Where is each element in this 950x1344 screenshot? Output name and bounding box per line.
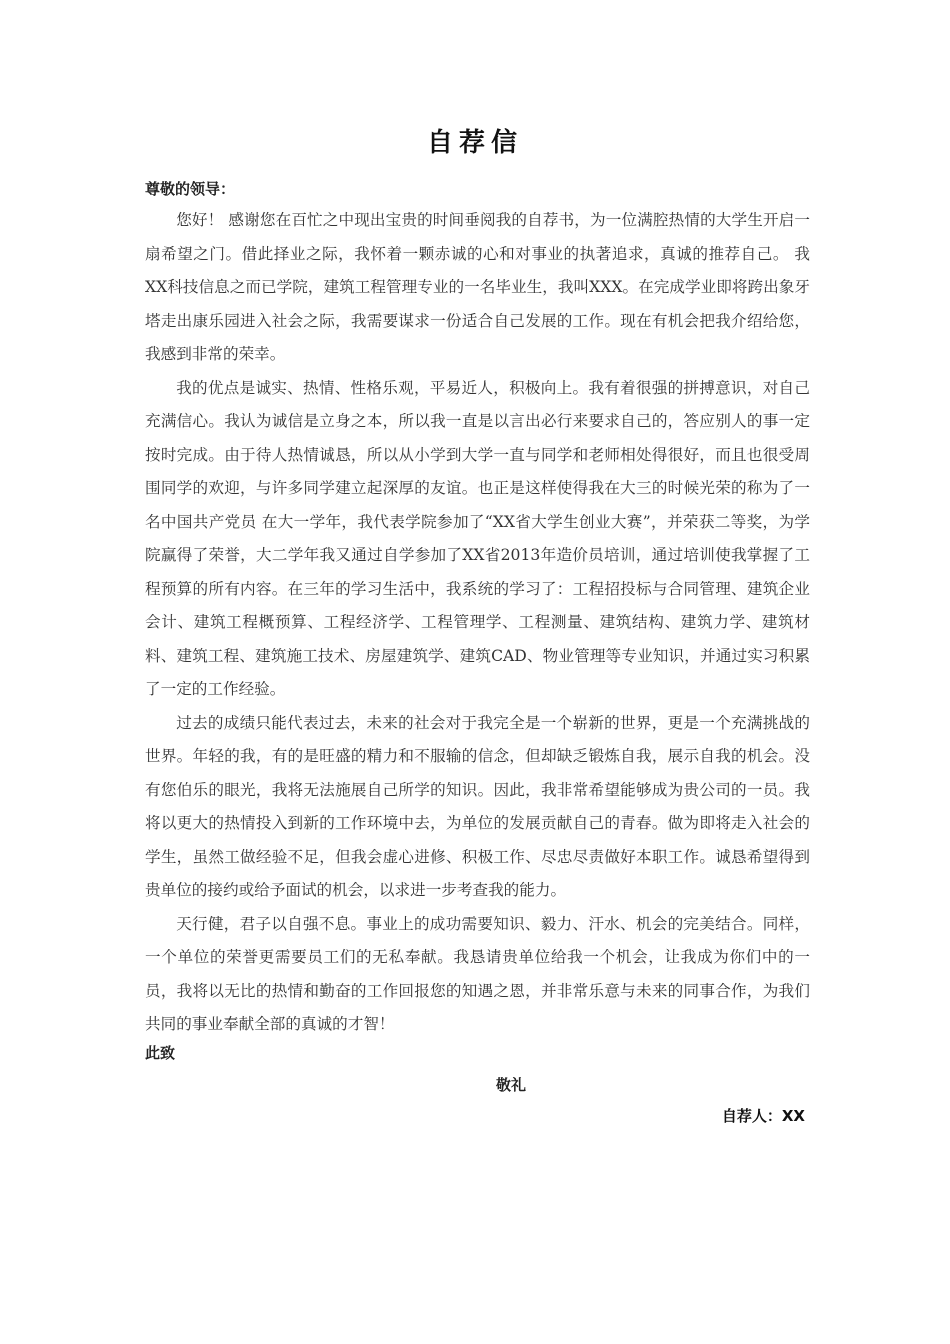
- paragraph-strengths: 我的优点是诚实、热情、性格乐观，平易近人，积极向上。我有着很强的拼搏意识，对自己充满信心。我认为诚信是立身之本，所以我一直是以言出必行来要求自己的，答应别人的事一定按时完成。由于待人热情诚恳，所以从小学到大学一直与同学和老师相处得很好，而且也很受周围同学的欢迎，与许多同学建立起深厚的友谊。也正是这样使得我在大三的时候光荣的称为了一名中国共产党员 在大一学年，我代表学院参加了“XX省大学生创业大赛”，并荣获二等奖，为学院赢得了荣誉，大二学年我又通过自学参加了XX省2013年造价员培训，通过培训使我掌握了工程预算的所有内容。在三年的学习生活中，我系统的学习了：工程招投标与合同管理、建筑企业会计、建筑工程概预算、工程经济学、工程管理学、工程测量、建筑结构、建筑力学、建筑材料、建筑工程、建筑施工技术、房屋建筑学、建筑CAD、物业管理等专业知识，并通过实习积累了一定的工作经验。: [145, 378, 810, 698]
- closing: 此致: [145, 1044, 176, 1062]
- letter-body: [145, 204, 810, 1042]
- page-title: 自荐信: [426, 128, 523, 158]
- signature: 自荐人：XX: [721, 1107, 805, 1125]
- paragraph-future: 过去的成绩只能代表过去，未来的社会对于我完全是一个崭新的世界，更是一个充满挑战的世界。年轻的我，有的是旺盛的精力和不服输的信念，但却缺乏锻炼自我，展示自我的机会。没有您伯乐的眼光，我将无法施展自己所学的知识。因此，我非常希望能够成为贵公司的一员。我将以更大的热情投入到新的工作环境中去，为单位的发展贡献自己的青春。做为即将走入社会的学生，虽然工做经验不足，但我会虚心进修、积极工作、尽忠尽责做好本职工作。诚恳希望得到贵单位的接约或给予面试的机会，以求进一步考查我的能力。: [145, 713, 810, 899]
- salutation: 尊敬的领导：: [145, 180, 236, 198]
- regards: 敬礼: [496, 1076, 527, 1094]
- paragraph-conclusion: 天行健，君子以自强不息。事业上的成功需要知识、毅力、汗水、机会的完美结合。同样，一个单位的荣誉更需要员工们的无私奉献。我恳请贵单位给我一个机会，让我成为你们中的一员，我将以无比的热情和勤奋的工作回报您的知遇之恩，并非常乐意与未来的同事合作，为我们共同的事业奉献全部的真诚的才智！: [145, 914, 810, 1033]
- paragraph-intro: 您好！ 感谢您在百忙之中现出宝贵的时间垂阅我的自荐书，为一位满腔热情的大学生开启一扇希望之门。借此择业之际，我怀着一颗赤诚的心和对事业的执著追求，真诚的推荐自己。 我XX科技信息之而已学院，建筑工程管理专业的一名毕业生，我叫XXX。在完成学业即将跨出象牙塔走出康乐园进入社会之际，我需要谋求一份适合自己发展的工作。现在有机会把我介绍给您，我感到非常的荣幸。: [145, 211, 810, 363]
